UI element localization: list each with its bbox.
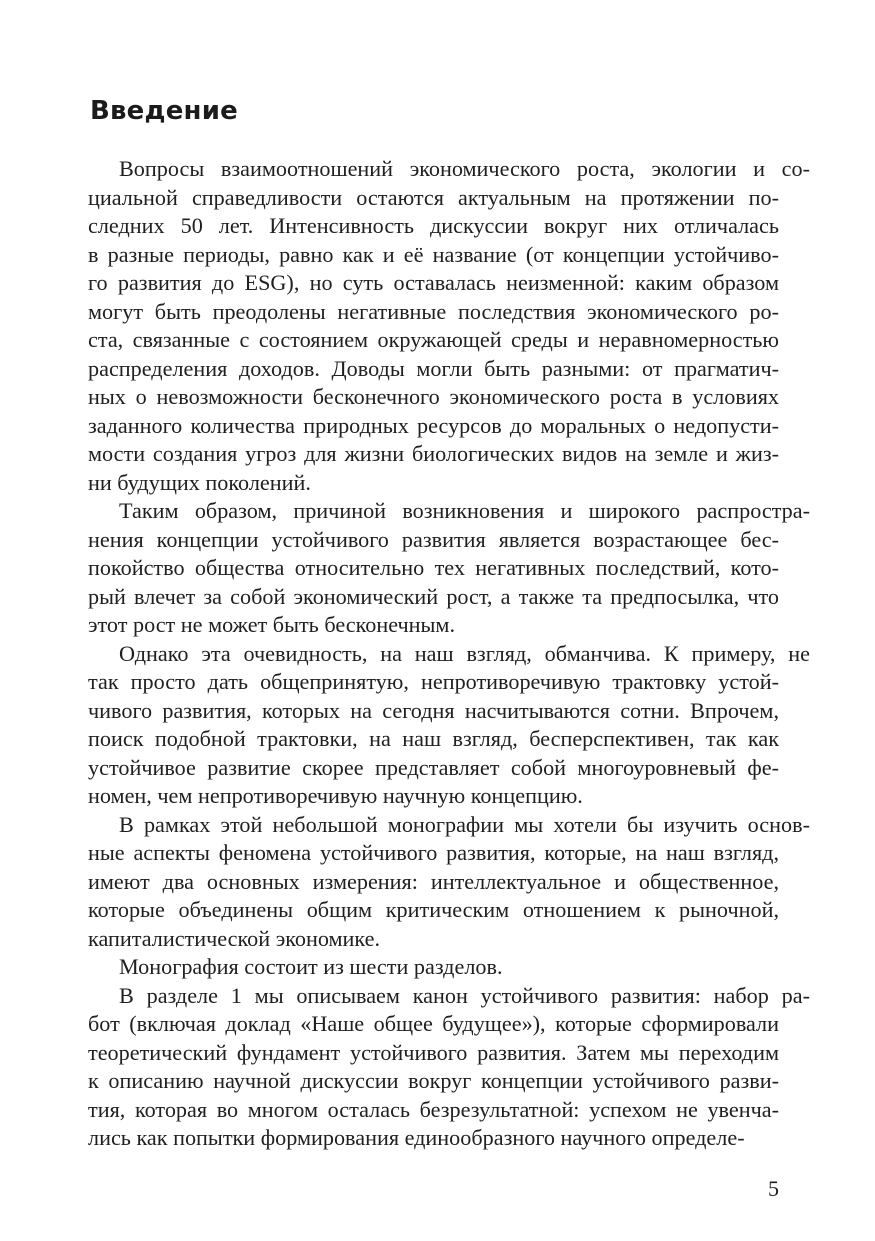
- text-line: которые объединены общим критическим отношением к рыночной,: [88, 897, 779, 922]
- text-line: теоретический фундамент устойчивого развития. Затем мы переходим: [88, 1039, 779, 1065]
- text-line: бот (включая доклад «Наше общее будущее»), которые сформировали: [88, 1011, 779, 1036]
- text-line: В разделе 1 мы описываем канон устойчивого развития: набор ра-: [119, 982, 810, 1008]
- text-line: в разные периоды, равно как и её название (от концепции устойчиво-: [88, 241, 779, 267]
- paragraph: [88, 640, 810, 811]
- paragraph: [88, 497, 810, 640]
- text-line: этот рост не может быть бесконечным.: [88, 612, 456, 637]
- text-line: ни будущих поколений.: [88, 469, 311, 495]
- text-line: го развития до ESG), но суть оставалась неизменной: каким образом: [88, 270, 779, 295]
- text-line: распределения доходов. Доводы могли быть разными: от прагматич-: [88, 355, 779, 381]
- text-line: ных о невозможности бесконечного экономического роста в условиях: [88, 384, 779, 409]
- text-line: Однако эта очевидность, на наш взгляд, обманчива. К примеру, не: [119, 640, 810, 666]
- text-line: к описанию научной дискуссии вокруг концепции устойчивого разви-: [88, 1068, 779, 1093]
- text-line: Монография состоит из шести разделов.: [119, 954, 503, 979]
- text-line: Вопросы взаимоотношений экономического роста, экологии и со-: [119, 156, 810, 181]
- page-number: 5: [768, 1176, 779, 1201]
- text-line: циальной справедливости остаются актуальным на протяжении по-: [88, 184, 779, 210]
- text-line: так просто дать общепринятую, непротиворечивую трактовку устой-: [88, 669, 779, 694]
- text-line: поиск подобной трактовки, на наш взгляд, бесперспективен, так как: [88, 726, 779, 751]
- text-line: Таким образом, причиной возникновения и широкого распростра-: [119, 498, 810, 523]
- text-line: капиталистической экономике.: [88, 925, 381, 951]
- text-line: устойчивое развитие скорее представляет собой многоуровневый фе-: [88, 754, 779, 780]
- paragraph: [88, 982, 810, 1153]
- text-line: мости создания угроз для жизни биологических видов на земле и жиз-: [88, 441, 779, 466]
- text-line: тия, которая во многом осталась безрезультатной: успехом не увенча-: [88, 1096, 779, 1122]
- chapter-heading: Введение: [90, 96, 238, 126]
- body-text: [88, 155, 810, 1153]
- text-line: рый влечет за собой экономический рост, а также та предпосылка, что: [88, 583, 779, 609]
- text-line: ста, связанные с состоянием окружающей среды и неравномерностью: [88, 327, 779, 352]
- text-line: имеют два основных измерения: интеллектуальное и общественное,: [88, 868, 779, 894]
- text-line: В рамках этой небольшой монографии мы хотели бы изучить основ-: [119, 811, 810, 837]
- text-line: чивого развития, которых на сегодня насчитываются сотни. Впрочем,: [88, 697, 779, 723]
- paragraph: [88, 811, 810, 954]
- text-line: ные аспекты феномена устойчивого развития, которые, на наш взгляд,: [88, 840, 779, 865]
- text-line: заданного количества природных ресурсов до моральных о недопусти-: [88, 412, 779, 438]
- text-line: следних 50 лет. Интенсивность дискуссии вокруг них отличалась: [88, 213, 779, 238]
- text-line: могут быть преодолены негативные последствия экономического ро-: [88, 298, 779, 324]
- paragraph: [88, 953, 779, 982]
- paragraph: [88, 155, 810, 497]
- text-line: лись как попытки формирования единообразного научного определе-: [88, 1125, 745, 1150]
- text-line: нения концепции устойчивого развития является возрастающее бес-: [88, 526, 779, 552]
- text-line: номен, чем непротиворечивую научную концепцию.: [88, 783, 583, 808]
- text-line: покойство общества относительно тех негативных последствий, кото-: [88, 555, 779, 580]
